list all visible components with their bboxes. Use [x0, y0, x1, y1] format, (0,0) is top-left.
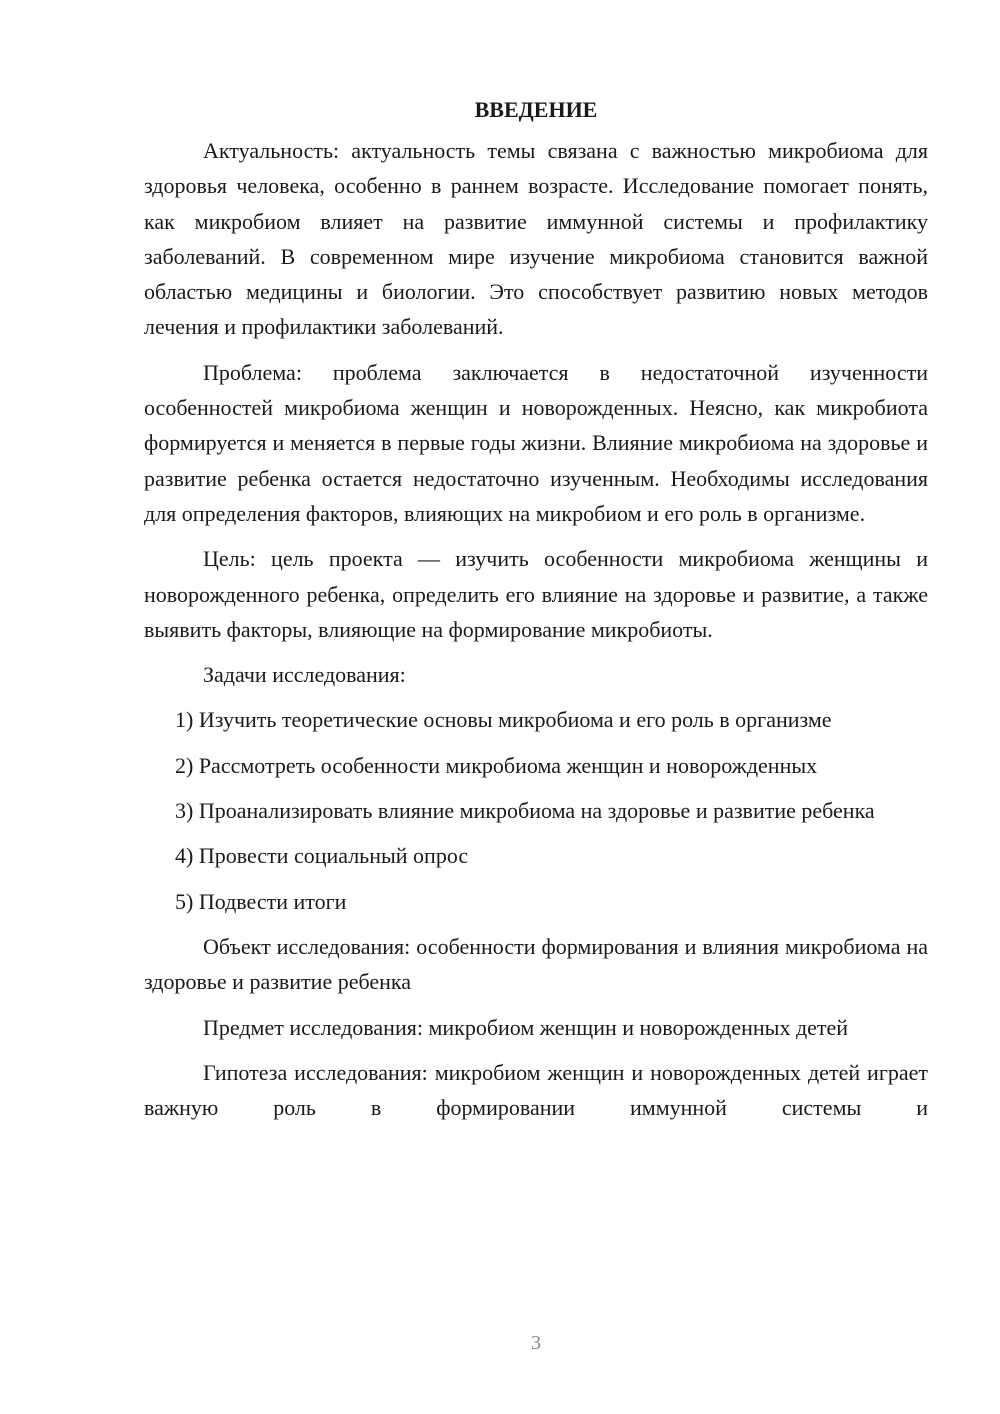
task-item-2: 2) Рассмотреть особенности микробиома женщин и новорожденных [175, 752, 818, 778]
section-heading: ВВЕДЕНИЕ [474, 97, 598, 122]
page-number: 3 [531, 1332, 541, 1354]
paragraph-object: Объект исследования: особенности формирования и влияния микробиома на здоровье и развитие ребенка [144, 933, 928, 995]
paragraph-subject: Предмет исследования: микробиом женщин и новорожденных детей [203, 1014, 849, 1040]
paragraph-problem: Проблема: проблема заключается в недостаточной изученности особенностей микробиома женщин и новорожденных. Неясно, как микробиота формируется и меняется в первые годы жизни. Влияние микробиома на здоровье и развитие ребенка остается недостаточно изученным. Необходимы исследования для определения факторов, влияющих на микробиом и его роль в организме. [144, 359, 928, 526]
paragraph-goal: Цель: цель проекта — изучить особенности микробиома женщины и новорожденного ребенка, определить его влияние на здоровье и развитие, а также выявить факторы, влияющие на формирование микробиоты. [144, 546, 928, 642]
task-item-3: 3) Проанализировать влияние микробиома на здоровье и развитие ребенка [175, 798, 875, 824]
task-item-1: 1) Изучить теоретические основы микробиома и его роль в организме [175, 707, 832, 733]
paragraph-hypothesis: Гипотеза исследования: микробиом женщин и новорожденных детей играет важную роль в формировании иммунной системы и [144, 1059, 928, 1121]
task-item-4: 4) Провести социальный опрос [175, 843, 469, 869]
task-item-5: 5) Подвести итоги [175, 888, 347, 914]
paragraph-relevance: Актуальность: актуальность темы связана с важностью микробиома для здоровья человека, особенно в раннем возрасте. Исследование помогает понять, как микробиом влияет на развитие иммунной системы и профилактику заболеваний. В современном мире изучение микробиома становится важной областью медицины и биологии. Это способствует развитию новых методов лечения и профилактики заболеваний. [144, 138, 928, 340]
tasks-heading: Задачи исследования: [203, 662, 406, 688]
document-page [144, 92, 928, 1135]
